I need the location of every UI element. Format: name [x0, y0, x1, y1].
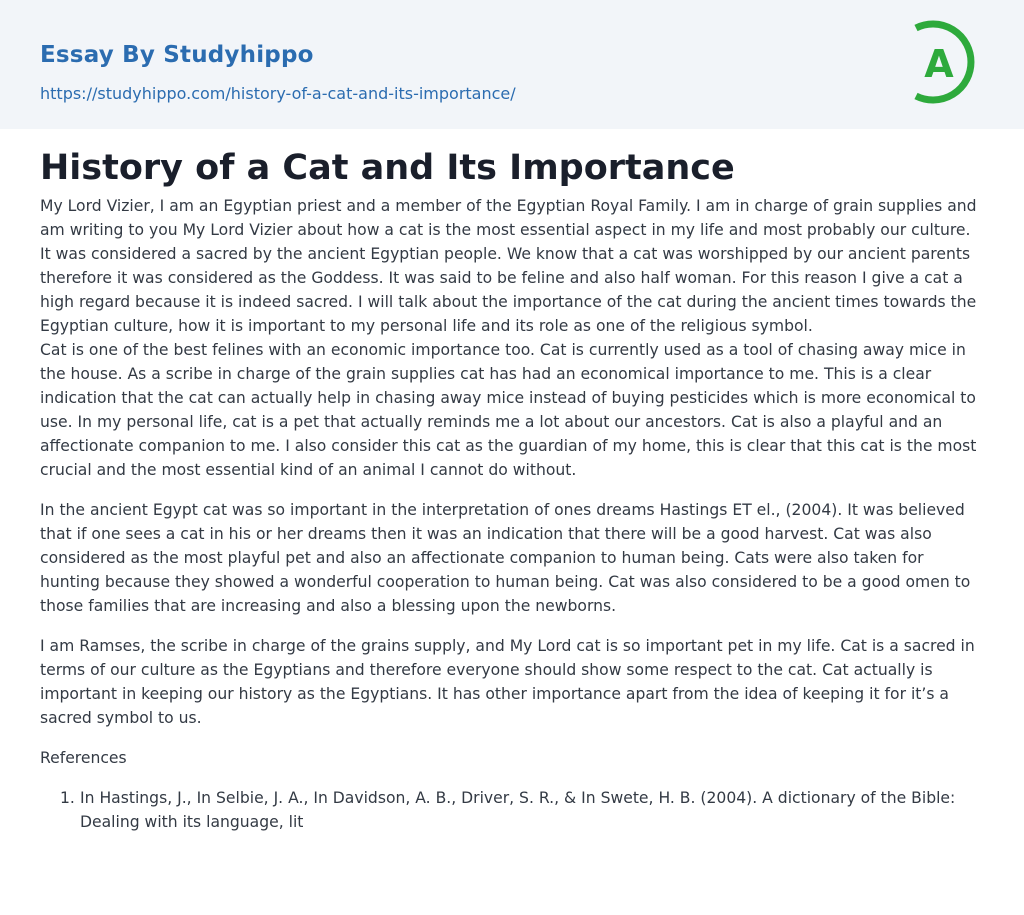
paragraph-1: My Lord Vizier, I am an Egyptian priest and a member of the Egyptian Royal Family. I am in charge of grain supplies and am writing to you My Lord Vizier about how a cat is the most essential aspect in my life and most probably our culture. It was considered a sacred by the ancient Egyptian people. We know that a cat was worshipped by our ancient parents therefore it was considered as the Goddess. It was said to be feline and also half woman. For this reason I give a cat a high regard because it is indeed sacred. I will talk about the importance of the cat during the ancient times towards the Egyptian culture, how it is important to my personal life and its role as one of the religious symbol. — [40, 197, 977, 335]
reference-number: 1. — [60, 789, 75, 807]
brand-name[interactable]: Essay By Studyhippo — [40, 42, 314, 68]
paragraph-4: I am Ramses, the scribe in charge of the grains supply, and My Lord cat is so important pet in my life. Cat is a sacred in terms of our culture as the Egyptians and therefore everyone should show some respect to the cat. Cat actually is important in keeping our history as the Egyptians. It has other importance apart from the idea of keeping it for it’s a sacred symbol to us. — [40, 637, 975, 727]
essay-body — [40, 194, 984, 834]
paragraph-2: Cat is one of the best felines with an economic importance too. Cat is currently used as a tool of chasing away mice in the house. As a scribe in charge of the grain supplies cat has had an economical importance to me. This is a clear indication that the cat can actually help in chasing away mice instead of buying pesticides which is more economical to use. In my personal life, cat is a pet that actually reminds me a lot about our ancestors. Cat is also a playful and an affectionate companion to me. I also consider this cat as the guardian of my home, this is clear that this cat is the most crucial and the most essential kind of an animal I cannot do without. — [40, 341, 977, 479]
essay-title: History of a Cat and Its Importance — [40, 148, 735, 188]
references-list — [40, 786, 984, 834]
reference-item — [40, 786, 984, 834]
reference-text: In Hastings, J., In Selbie, J. A., In Davidson, A. B., Driver, S. R., & In Swete, H. B. (2004). A dictionary of the Bible: Dealing with its language, lit — [80, 789, 956, 831]
logo-letter: A — [924, 42, 954, 86]
site-header — [0, 0, 1024, 129]
essay-url-link[interactable]: https://studyhippo.com/history-of-a-cat-and-its-importance/ — [40, 84, 516, 103]
studyhippo-logo-icon[interactable] — [906, 18, 988, 106]
references-heading: References — [40, 749, 127, 767]
paragraph-3: In the ancient Egypt cat was so important in the interpretation of ones dreams Hastings ET el., (2004). It was believed that if one sees a cat in his or her dreams then it was an indication that there will be a good harvest. Cat was also considered as the most playful pet and also an affectionate companion to human being. Cats were also taken for hunting because they showed a wonderful cooperation to human being. Cat was also considered to be a good omen to those families that are increasing and also a blessing upon the newborns. — [40, 501, 971, 615]
